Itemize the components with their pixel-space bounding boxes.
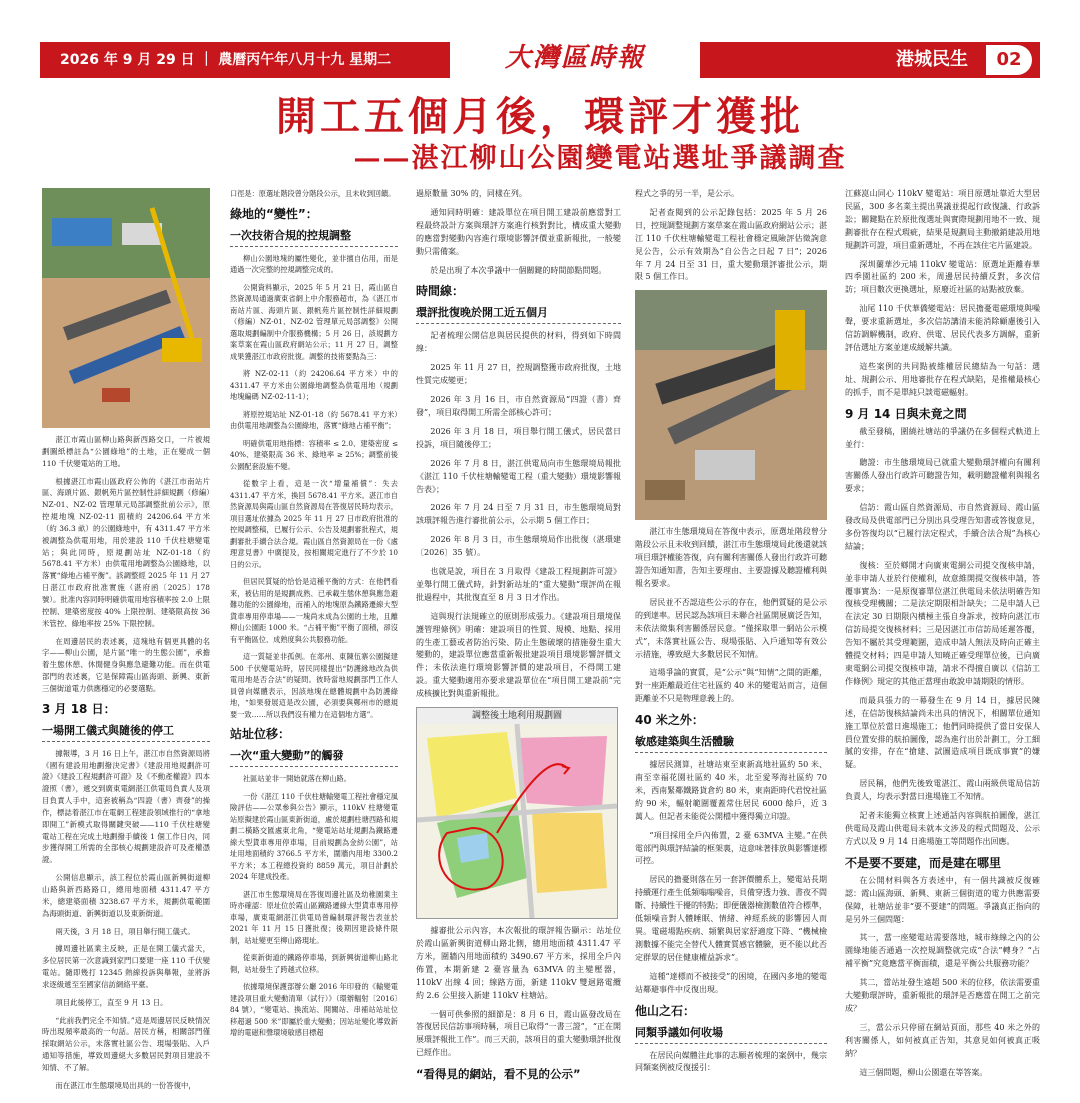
paragraph: 根據湛江市霞山區政府公佈的《湛江市南站片區、海頭片區、銀帆苑片區控制性詳細規劃（修編）NZ-01、NZ-02 管理單元局部調整批前公示》，原控規地塊 NZ-02-11 面積約 24206.64 平方米（約 36.3 畝）的公園綠地中，有 4311.47 平方米被調整為供電用地，用於建設 110 千伏柱塘變電站；與此同時，原規劃站址 NZ-01-18（約 5678.41 平方米）由供電用地調整為公園綠地，以落實“綠地占補平衡”。該調整經 2025 年 11 月 27 日湛江市政府批准實施（湛府函〔2025〕178 號）。批准內容同時明確供電用地容積率按 2.0 上限控制、建築密度按 40% 上限控制、建築限高按 36 米管控、綠地率按 25% 下限控制。 — [42, 476, 210, 628]
headline-subtitle: ——湛江柳山公園變電站選址爭議調查 — [353, 143, 847, 174]
paragraph: 居民並不否認這些公示的存在，他們質疑的是公示的到達率。居民認為該項目未聯合社區開展廣泛告知，未依法徵集利害關係居民意。“僅採取單一網站公示模式”，未落實社區公告、現場張貼、入戶通知等有效公示措施，導致絕大多數居民不知情。 — [635, 597, 827, 659]
paragraph: 據審批公示內容，本次報批的環評報告顯示：站址位於霞山區新興街道柳山路北側，總用地面積 4311.47 平方米，圍牆內用地面積約 3490.67 平方米，採用全戶內佈置，本期新建 2 臺容量為 63MVA 的主變壓器，110kV 出線 4 回；線路方面，新建 110kV 雙迴路電纜約 2.6 公里接入新建 110kV 柱塘站。 — [416, 926, 621, 1000]
paragraph: 明確供電用地指標：容積率 ≤ 2.0、建築密度 ≤ 40%、建築限高 36 米、綠地率 ≥ 25%；調整前後公園配套設施不變。 — [230, 438, 398, 471]
timeline-item: 2026 年 3 月 18 日，項目舉行開工儀式，居民當日投訴，項目隨後停工； — [416, 426, 621, 449]
paragraph: 通知同時明確：建設單位在項目開工建設前應當對工程最終設計方案與環評方案進行核對對比，構成重大變動的應當對變動內容進行環境影響評價並重新報批，一般變動只需備案。 — [416, 207, 621, 256]
paragraph: 這一質疑並非孤例。在郯州、東陳伍寨公園擬建 500 千伏變電站時，居民同樣提出“防護緣地改為供電用地是否合法”的疑問。彼時當地規劃部門工作人員曾向媒體表示，因該地塊在總體規劃中為防護綠地，“如果發展這是改公園，必須要與鄭州市的總規要一致……所以我們沒有權力在這個地方選”。 — [230, 652, 398, 719]
column-5 — [845, 188, 1040, 1085]
paragraph: 居民的擔憂則落在另一套評價體系上，變電站長期持續運行產生低頻嗡嗡噪音，貝備穿透力強、書夜不間斷、持續性干擾的特點；即便儀器檢測數值符合標準，低頻噪音對人體睡眠、情緒、神經系統的影響因人而異。電磁場點疾病、頻繁與居家舒適度下降、“機械檢測數據不能完全替代人體實質感官體驗，更不能以此否定群眾的居住健康權益訴求”。 — [635, 875, 827, 962]
section-heading: 他山之石： — [635, 1003, 696, 1018]
section-title: 港城民生 — [896, 49, 968, 70]
top-bar — [40, 42, 1040, 78]
paragraph: 這三個問題，柳山公園還在等答案。 — [859, 1067, 988, 1077]
section-heading: 時間線： — [416, 284, 465, 299]
paragraph: 於是出現了本次爭議中一個關鍵的時間節點問題。 — [430, 265, 607, 275]
paragraph: 其一，當一座變電站需要落地，城市綠線之內的公園綠地能否通過一次控規調整就完成“合法”轉身？“占補平衡”究竟應當平衡面積，還是平衡公共服務功能？ — [845, 933, 1040, 969]
paragraph: 據報導，3 月 16 日上午，湛江市自然資源局將《國有建設用地劃撥決定書》《建設用地規劃許可證》《建設工程規劃許可證》及《不動產權證》四本證照（書），遞交到廣東電網湛江供電局負責人及項目負責人手中，這套被稱為“四證（書）齊發”的操作，標誌着湛江市在電網工程建設領域推行的“拿地即開工”新模式取得關鍵突破——110 千伏柱塘變電站工程在完成土地劃撥手續後 1 個工作日內，同步獲得開工所需的全部核心規劃建設許可及產權憑證。 — [42, 748, 210, 865]
paragraph: 柳山公園地塊的屬性變化，並非擅自佔用，而是通過一次完整的控規調整完成的。 — [230, 253, 398, 274]
paragraph: 將原控規站址 NZ-01-18（約 5678.41 平方米）由供電用地調整為公園綠地，落實“綠地占補平衡”； — [230, 409, 398, 430]
masthead-logo: 大灣區時報 — [504, 43, 645, 73]
page-number: 02 — [986, 45, 1032, 75]
paragraph: “項目採用全戶內佈置，2 臺 63MVA 主變。”在供電部門與環評結論的框架裏，這意味著排放與影響達標可控。 — [635, 830, 827, 866]
paragraph: 一個可供參照的細節是：8 月 6 日，霞山區發改局在答復居民信訪事項時稱，項目已取得“一書三證”，“正在開展環評報批工作”。而三天前，該項目的重大變動環評批復已經作出。 — [416, 1009, 621, 1058]
paragraph: 兩天後，3 月 18 日，項目舉行開工儀式。 — [55, 926, 195, 936]
paragraph: 而在湛江市生態環境局出具的一份答復中， — [55, 1080, 196, 1090]
timeline-item: 2026 年 3 月 16 日，市自然資源局“四證（書）齊發”，項目取得開工所需全部核心許可； — [416, 395, 621, 417]
paragraph: 這些案例的共同點被維權居民總結為一句話：選址、規劃公示、用地審批存在程式缺陷，是推權最核心的抓手，而不是單純只談電磁輻射。 — [845, 361, 1040, 397]
photo-caption: 湛江市霞山區柳山路與新西路交口，一片被規劃圖紙標註為“公園綠地”的土地，正在變成一個 110 千伏變電站的工地。 — [42, 435, 210, 468]
construction-site-photo — [42, 188, 210, 428]
paragraph: 湛江市生態環境局在答復周邊社區及幼稚園業主時亦確認：原址位於霞山區鐵路遷線大型貨車專用停車場，廣東電網湛江供電局曾編制環評報告表並於 2021 年 11 月 15 日獲批復；後期因建設條件限制，站址變更至柳山路現址。 — [230, 889, 398, 945]
map-drawing — [417, 708, 617, 918]
section-bar — [700, 42, 1040, 78]
paragraph: 聽證：市生態環境局已就重大變動環評權向有關利害關係人發出行政許可聽證告知，載明聽證權利與報名要求； — [845, 458, 1040, 494]
paragraph: 這場爭論的實質，是“公示”與“知情”之間的距離，對一座距離最近住宅社區約 40 米的變電站而言，這個距離並不只是物理意義上的。 — [635, 668, 827, 704]
paragraph: 記者未能獨立核實上述通話內容與航拍圖像，湛江供電局及霞山供電局未就本文涉及的程式問題及、公示方式以及 9 月 14 日進場施工等問題作出回應。 — [845, 811, 1040, 846]
section-heading: 綠地的“變性”： — [230, 206, 318, 221]
section-subheading: 一場開工儀式與隨後的停工 — [42, 723, 210, 742]
paragraph: 從東新街道的鐵路停車場，到新興街道柳山路北側，站址發生了跨越式位移。 — [230, 953, 398, 974]
section-subheading: 環評批復晚於開工近五個月 — [416, 305, 621, 324]
timeline-item: 2025 年 11 月 27 日，控規調整獲市政府批復，土地性質完成變更； — [416, 363, 621, 386]
paragraph: 汕尾 110 千伏華僑變電站：居民擔憂電磁環境與噪聲，要求重新選址，多次信訪講清未能消除顧慮後引入信訪調解機制，政府、供電、居民代表多方調解，重新評估選址方案並達成緩解共識。 — [845, 304, 1040, 352]
paragraph: 復核：至於鄉開才向廣東電網公司提交復核申請，並非申請人並於行使權利，故意維開提交復核申請，答覆事實為：一是原復審單位湛江供電局未依法明確告知復核受理機關；二是法定期限相計缺失；二是申請人已在法定 30 日期限內橫極主張自身訴求，按時向湛江市信訪局提交復核材料；三是因湛江市信訪局延遲答覆，告知不屬於其受理範圍，造成申請人無法及時向正確主體提交材料；四是申請人知曉正確受理單位後，已向廣東電網公司提交復核申請，請求不得擅自廣以《信訪工作條例》規定的其他正當理由敢說申請期限的情形。 — [845, 560, 1040, 686]
paragraph: 在居民向媒體注此事的志願者梳理的案例中，幾宗同類案例被反復援引： — [635, 1050, 827, 1073]
paragraph: 深圳蘭華沙元埔 110kV 變電站：原選址距離春華四季園社區約 200 米，周邊居民持續反對，多次信訪；項目數次更換選址，原廢近社區的站點被放棄。 — [845, 259, 1040, 295]
paragraph: 截至發稿，圍繞社塘站的爭議仍在多個程式軌道上並行： — [845, 426, 1040, 449]
paragraph: 其二，當站址發生遠超 500 米的位移，依法需要重大變動環評時，重新報批的環評是否應當在開工之前完成？ — [845, 978, 1040, 1013]
section-heading: 站址位移： — [230, 727, 291, 741]
column-1 — [42, 188, 210, 1098]
paragraph: 信訪：霞山區自然資源局、市自然資源局、霞山區發改局及供電部門已分別出具受理告知書或答復意見，多份答復均以“已履行法定程式，手續合法合規”為核心結論； — [845, 503, 1040, 551]
paragraph: 程式之爭的另一半，是公示。 — [635, 189, 739, 198]
timeline-item: 2026 年 7 月 24 日至 7 月 31 日，市生態環境局對該環評報告進行審批前公示，公示期 5 個工作日； — [416, 503, 621, 526]
paragraph: 將 NZ-02-11（約 24206.64 平方米）中的 4311.47 平方米由公園綠地調整為供電用地（規劃地塊編碼 NZ-02-11-1）； — [230, 369, 398, 401]
paragraph: 江蘇崑山同心 110kV 變電站：項目原選址靠近大型居民區，300 多名業主提出異議並提起行政復議、行政訴訟；關鍵點在於原批復選址與實際規劃用地不一致、規劃審批存在程式瑕疵，結果是規劃局主動撤銷建設用地規劃許可證，項目重新選址，不再在該住宅片區建設。 — [845, 189, 1040, 250]
section-heading: 40 米之外： — [635, 713, 704, 728]
paragraph: 在周邊居民的表述裏，這塊地有個更具體的名字——柳山公園，是片區“唯一的生態公園”，承擔着生態休憩、休閒健身與應急避難功能。而在供電部門的表述裏，它是保障霞山區海頭、新興、東新三個街道電力供應穩定的必要選點。 — [42, 636, 210, 693]
section-heading: 9 月 14 日與未竟之問 — [845, 406, 967, 421]
construction-photo-image — [42, 188, 210, 428]
paragraph: 一份《湛江 110 千伏柱塘輸變電工程社會穩定風險評估——公眾參與公告》顯示，110kV 柱塘變電站原擬建於霞山區東新街道，處於規劃柱塘西路和規劃二橫路交匯處東北角，“變電站站址規劃為鐵路遷線大型貨車專用停車場，目前規劃為金紡公園”，站址用地面積約 3766.5 平方米，圍牆內用地 3300.2 平方米；本工程總投資約 8859 萬元，項目計劃於 2024 年建成投產。 — [230, 791, 398, 881]
paragraph: 據周邊社區業主反映，正是在開工儀式當天，多位居民第一次意識到家門口要建一座 110 千伏變電站。隨即幾打 12345 熱線投訴與舉報，並將訴求逐級遞至至國家信訪網絡平臺。 — [42, 944, 210, 989]
section-heading: 不是要不要建，而是建在哪里 — [845, 855, 1002, 870]
paragraph: 記者梳理公開信息與居民提供的材料，得到如下時間線： — [416, 331, 621, 354]
paragraph: 依據環境保護部辦公廳 2016 年印發的《輸變電建設項目重大變動清單（試行）》（環辦輻射〔2016〕84 號），“變電站、換流站、開關站、串補站站址位移超過 500 米”即屬於重大變動；因站址變化導致新增的電磁和聲環境敏感目標超 — [230, 982, 398, 1037]
date-line: 2026 年 9 月 29 日 ｜ 農曆丙午年八月十九 星期二 — [40, 42, 450, 78]
section-heading: “看得見的網站，看不見的公示” — [416, 1067, 581, 1082]
paragraph: 三，當公示只停留在網站頁面，那些 40 米之外的利害關係人，如何被真正告知，其意見如何被真正吸納？ — [845, 1022, 1040, 1058]
paragraph: 項目此後停工，直至 9 月 13 日。 — [55, 997, 168, 1007]
pipe-photo-image — [635, 290, 827, 520]
paragraph: 公開資料顯示，2025 年 5 月 21 日，霞山區自然資源局通過廣東省網上中介服務超市，為《湛江市南站片區、海頭片區、銀帆苑片區控制性詳細規劃（修編）NZ-01、NZ-02 管理單元局部調整》公開選取規劃編制中介服務機構；5 月 26 日，該規劃方案草案在霞山區政府網站公示；11 月 27 日，調整成果獲湛江市政府批復。調整的技術要點為三： — [230, 282, 398, 361]
headline — [0, 92, 1080, 176]
paragraph: 也就是說，項目在 3 月取得《建設工程規劃許可證》並舉行開工儀式時，針對新站址的“重大變動”環評尚在報批過程中，其批復直至 8 月 3 日才作出。 — [416, 567, 621, 602]
column-4 — [635, 188, 827, 1081]
paragraph: 但居民質疑的恰恰是這種平衡的方式：在他們看來，被佔用的是規劃成熟、已承載生態休憩與應急避難功能的公園綠地，而補入的地塊原為鐵路遷線大型貨車專用停車場——一塊尚未成為公園的土地，且離柳山公園距 1000 米。“占補平衡”平衡了面積，卻沒有平衡區位、成熟度與公共服務功能。 — [230, 577, 398, 644]
paragraph: 從數字上看，這是一次“增量補償”：失去 4311.47 平方米，換回 5678.41 平方米。湛江市自然資源局與霞山區自然資源局在答復居民時均表示，項目選址依據為 2025 年 11 月 27 日市政府批准的控規調整稿，已履行公示、公告及規劃審批程式，規劃審批手續合法合規。霞山區自然資源局在一份《處理意見書》中廣提及，按相關規定進行了不少於 10 日的公示。 — [230, 479, 398, 569]
paragraph: 記者查閱到的公示記錄包括：2025 年 5 月 26 日，控規調整規劃方案草案在霞山區政府網站公示；湛江 110 千伏柱塘輸變電工程社會穩定風險評估徵詢意見公告，公示有效期為“自公告之日起 7 日”；2026 年 7 月 24 日至 31 日，重大變動環評審批公示，期限 5 個工作日。 — [635, 207, 827, 282]
paragraph: 這種“達標而不被接受”的困境，在國內多地的變電站鄰避事件中反復出現。 — [635, 971, 827, 994]
paragraph: 居民稱，他們先後致電湛江、霞山兩級供電局信訪負責人，均表示對當日進場施工不知情。 — [845, 779, 1040, 802]
section-subheading: 一次“重大變動”的觸發 — [230, 748, 398, 767]
headline-title: 開工五個月後，環評才獲批 — [276, 93, 804, 140]
section-subheading: 一次技術合規的控規調整 — [230, 228, 398, 247]
section-subheading: 敏感建築與生活體驗 — [635, 734, 827, 753]
paragraph: 口徑是：原選址階段曾分階段公示，且未收到回饋。 — [230, 189, 396, 198]
paragraph: 社區站並非一開始就落在柳山路。 — [242, 774, 351, 783]
paragraph: “此前我們完全不知情。”這是周邊居民反映情況時出現頻率最高的一句話。居民方稱，相關部門僅採取網站公示，未落實社區公告、現場張貼、入戶通知等措施，導致周邊絕大多數居民對項目建設不知情、不了解。 — [42, 1015, 210, 1072]
timeline-item: 2026 年 8 月 3 日，市生態環境局作出批復（湛環建〔2026〕35 號）。 — [416, 535, 621, 558]
paragraph: 公開信息顯示，該工程位於霞山區新興街道柳山路與新西路路口，總用地面積 4311.47 平方米，總建築面積 3238.67 平方米，規劃供電範圍為海頭街道、新興街道以及東新街道。 — [42, 873, 210, 918]
paragraph: 這與現行法規確立的原則形成張力。《建設項目環境保護管理條例》明確：建設項目的性質、規模、地點、採用的生產工藝或者防治污染、防止生態破壞的措施發生重大變動的，建設單位應當重新報批建設項目環境影響評價文件；未依法進行環境影響評價的建設項目，不得開工建設。重大變動適用亦要求建設單位在“項目開工建設前”完成核擴比對與重新報批。 — [416, 611, 621, 699]
pipe-site-photo — [635, 290, 827, 520]
section-heading: 3 月 18 日： — [42, 701, 116, 716]
map-title: 調整後土地利用規劃圖 — [471, 711, 562, 722]
paragraph: 過原數量 30% 的，同樣在列。 — [416, 189, 527, 198]
paragraph: 在公開材料與各方表述中，有一個共識被反復確認：霞山區海頭、新興、東新三個街道的電力供應需要保障，社塘站並非“要不要建”的問題。爭議真正指向的是另外三個問題： — [845, 875, 1040, 924]
timeline-item: 2026 年 7 月 8 日，湛江供電局向市生態環境局報批《湛江 110 千伏柱塘輸變電工程（重大變動）環境影響報告表》； — [416, 458, 621, 494]
paragraph: 據居民測算，社塘站東至東新高地社區約 50 米、南至幸福花園社區約 40 米，北至愛琴海社區約 70 米，西南緊鄰鐵路貨倉約 80 米，東南距時代君悅社區約 90 米，輻射範圍覆蓋常住居民 6000 餘戶，近 3 萬人。但記者未能從公開檔中獲得獨立印證。 — [635, 760, 827, 821]
land-use-map — [416, 707, 618, 919]
section-subheading: 同類爭議如何收場 — [635, 1025, 827, 1044]
photo-caption: 湛江市生態環境局在答復中表示，原選址階段曾分階段公示且未收到回饋，湛江市生態環境局此後還就該項目環評權能答復，向有關利害關係人發出行政許可聽證告知通知書，告知主要理由、主要證據及聽證權利與報名要求。 — [635, 527, 827, 588]
column-2 — [230, 188, 398, 1045]
paragraph: 而最具張力的一幕發生在 9 月 14 日，據居民陳述，在信訪復核結論尚未出具的情況下，相關單位通知施工單位於當日進場施工；他們同時提供了當日安保人員位置安排的航拍圖像，認為進行出於計劃工，分工細膩的安排，存在“搶建、試圖造成項目既成事實”的嫌疑。 — [845, 695, 1040, 770]
column-3 — [416, 188, 621, 1086]
